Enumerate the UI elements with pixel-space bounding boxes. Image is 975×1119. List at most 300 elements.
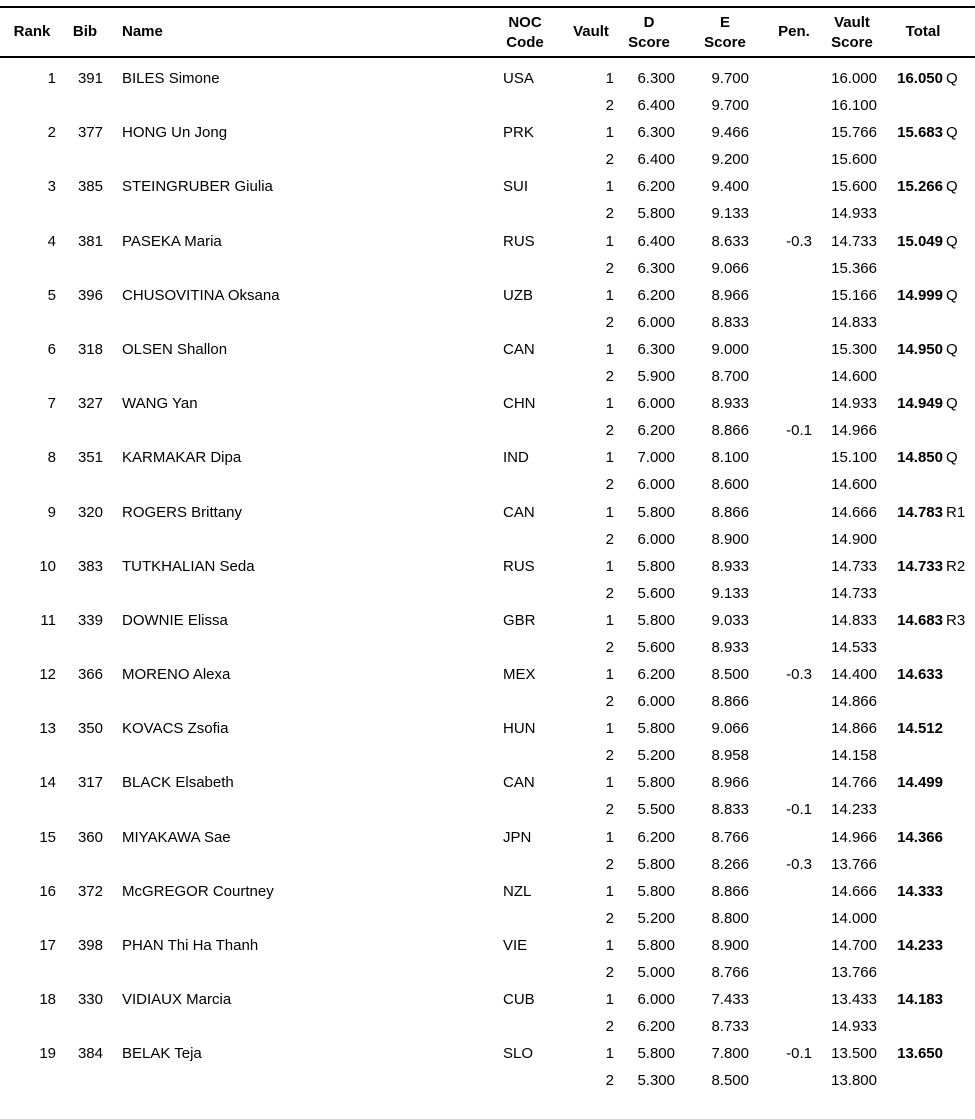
e-score: 8.833	[711, 313, 749, 331]
vault-score: 14.533	[831, 638, 877, 656]
table-row	[0, 119, 975, 173]
vault-number: 2	[605, 205, 614, 223]
vault-number: 2	[605, 422, 614, 440]
total-score: 14.783	[897, 503, 943, 521]
d-score: 5.300	[637, 1072, 675, 1090]
vault-number: 2	[605, 476, 614, 494]
vault-number: 1	[605, 503, 614, 521]
bib: 327	[77, 395, 103, 413]
noc-code: IND	[503, 449, 529, 467]
vault-score: 14.933	[831, 395, 877, 413]
table-row	[0, 65, 975, 119]
bib: 391	[77, 70, 103, 87]
bib: 385	[77, 178, 103, 196]
d-score: 6.200	[637, 286, 675, 304]
vault-number: 1	[605, 828, 614, 846]
e-score: 8.866	[711, 693, 749, 711]
vault-score: 14.400	[831, 666, 877, 684]
d-score: 5.800	[637, 937, 675, 954]
penalty: -0.3	[786, 666, 812, 684]
qualification-mark: Q	[946, 286, 958, 304]
athlete-name: ROGERS Brittany	[122, 503, 243, 521]
d-score: 6.000	[637, 395, 675, 413]
table-row	[0, 499, 975, 553]
total-score: 15.266	[897, 178, 943, 196]
header-rank: Rank	[13, 23, 51, 40]
rank: 3	[47, 178, 56, 196]
bib: 381	[77, 232, 103, 250]
e-score: 8.800	[711, 909, 749, 927]
vault-number: 1	[605, 340, 614, 358]
e-score: 7.800	[711, 1045, 749, 1063]
total-score: 15.683	[897, 124, 943, 142]
d-score: 5.800	[637, 720, 675, 738]
vault-score: 14.966	[831, 422, 877, 440]
e-score: 8.933	[711, 395, 749, 413]
noc-code: CAN	[503, 774, 535, 792]
d-score: 6.000	[637, 530, 675, 548]
table-row	[0, 661, 975, 715]
vault-score: 16.100	[831, 97, 877, 114]
vault-score: 14.733	[831, 557, 877, 575]
penalty: -0.1	[786, 422, 812, 440]
vault-number: 1	[605, 70, 614, 87]
vault-1-line	[0, 932, 975, 959]
total-score: 14.366	[897, 828, 943, 846]
noc-code: HUN	[503, 720, 536, 738]
total-score: 14.683	[897, 611, 943, 629]
vault-2-line	[0, 417, 975, 444]
athlete-name: DOWNIE Elissa	[122, 611, 228, 629]
d-score: 5.800	[637, 557, 675, 575]
vault-number: 2	[605, 747, 614, 765]
vault-number: 1	[605, 991, 614, 1009]
total-score: 14.850	[897, 449, 943, 467]
vault-2-line	[0, 363, 975, 390]
rank: 7	[47, 395, 56, 413]
rank: 16	[39, 882, 56, 900]
vault-score: 14.766	[831, 774, 877, 792]
vault-number: 2	[605, 1072, 614, 1090]
vault-number: 1	[605, 178, 614, 196]
e-score: 9.466	[711, 124, 749, 142]
bib: 351	[77, 449, 103, 467]
table-row	[0, 390, 975, 444]
bib: 350	[77, 720, 103, 738]
table-row	[0, 932, 975, 986]
qualification-mark: Q	[946, 178, 958, 196]
e-score: 8.866	[711, 503, 749, 521]
rank: 14	[39, 774, 56, 792]
e-score: 8.600	[711, 476, 749, 494]
noc-code: SLO	[503, 1045, 534, 1063]
rank: 11	[40, 611, 56, 629]
noc-code: RUS	[503, 557, 535, 575]
e-score: 8.933	[711, 557, 749, 575]
bib: 384	[77, 1045, 103, 1063]
vault-score: 14.666	[831, 882, 877, 900]
vault-score: 15.100	[831, 449, 877, 467]
athlete-name: OLSEN Shallon	[122, 340, 228, 358]
rank: 2	[47, 124, 56, 142]
vault-2-line	[0, 309, 975, 336]
penalty: -0.3	[786, 232, 812, 250]
vault-number: 2	[605, 964, 614, 981]
vault-score: 15.600	[831, 151, 877, 169]
vault-1-line	[0, 1040, 975, 1067]
athlete-name: STEINGRUBER Giulia	[122, 178, 273, 196]
athlete-name: BILES Simone	[122, 70, 220, 87]
vault-1-line	[0, 607, 975, 634]
vault-2-line	[0, 146, 975, 173]
rank: 5	[47, 286, 56, 304]
d-score: 6.000	[637, 991, 675, 1009]
total-score: 14.512	[897, 720, 943, 738]
vault-2-line	[0, 634, 975, 661]
e-score: 8.500	[711, 666, 749, 684]
vault-number: 2	[605, 909, 614, 927]
noc-code: RUS	[503, 232, 535, 250]
rank: 15	[39, 828, 56, 846]
qualification-mark: R3	[946, 611, 966, 629]
e-score: 9.033	[711, 611, 749, 629]
noc-code: SUI	[503, 178, 529, 196]
e-score: 9.200	[711, 151, 749, 169]
rank: 19	[39, 1045, 56, 1063]
noc-code: NZL	[503, 882, 532, 900]
d-score: 5.800	[637, 503, 675, 521]
vault-1-line	[0, 444, 975, 471]
rank: 10	[39, 557, 56, 575]
qualification-mark: Q	[946, 340, 958, 358]
table-row	[0, 1040, 975, 1094]
vault-number: 2	[605, 584, 614, 602]
vault-score: 13.500	[831, 1045, 877, 1063]
e-score: 8.958	[711, 747, 749, 765]
e-score: 8.966	[711, 774, 749, 792]
noc-code: CAN	[503, 503, 535, 521]
total-score: 14.633	[897, 666, 943, 684]
athlete-name: TUTKHALIAN Seda	[122, 557, 255, 575]
vault-score: 14.158	[831, 747, 877, 765]
d-score: 5.900	[637, 367, 675, 385]
bib: 318	[77, 340, 103, 358]
qualification-mark: Q	[946, 395, 958, 413]
noc-code: MEX	[503, 666, 536, 684]
e-score: 8.966	[711, 286, 749, 304]
e-score: 8.766	[711, 964, 749, 981]
vault-1-line	[0, 824, 975, 851]
vault-1-line	[0, 65, 975, 92]
e-score: 8.700	[711, 367, 749, 385]
bib: 366	[77, 666, 103, 684]
qualification-mark: R2	[946, 557, 966, 575]
athlete-name: CHUSOVITINA Oksana	[122, 286, 280, 304]
vault-score: 14.233	[831, 801, 877, 819]
bib: 339	[77, 611, 103, 629]
vault-number: 1	[605, 286, 614, 304]
noc-code: CAN	[503, 340, 535, 358]
e-score: 8.900	[711, 937, 749, 954]
vault-score: 15.300	[831, 340, 877, 358]
e-score: 7.433	[711, 991, 749, 1009]
vault-number: 1	[605, 882, 614, 900]
table-header	[0, 6, 975, 58]
e-score: 8.633	[711, 232, 749, 250]
e-score: 8.100	[711, 449, 749, 467]
d-score: 6.200	[637, 828, 675, 846]
total-score: 13.650	[897, 1045, 943, 1063]
rank: 17	[39, 937, 56, 954]
penalty: -0.1	[786, 801, 812, 819]
d-score: 5.500	[637, 801, 675, 819]
athlete-name: VIDIAUX Marcia	[122, 991, 232, 1009]
vault-number: 1	[605, 611, 614, 629]
header-vault: Vault	[573, 23, 609, 40]
rank: 18	[39, 991, 56, 1009]
bib: 317	[77, 774, 103, 792]
vault-1-line	[0, 769, 975, 796]
bib: 377	[77, 124, 103, 142]
vault-number: 1	[605, 395, 614, 413]
vault-2-line	[0, 526, 975, 553]
vault-1-line	[0, 390, 975, 417]
d-score: 5.200	[637, 909, 675, 927]
vault-number: 2	[605, 97, 614, 114]
d-score: 5.200	[637, 747, 675, 765]
noc-code: JPN	[503, 828, 532, 846]
vault-score: 14.000	[831, 909, 877, 927]
table-row	[0, 444, 975, 498]
table-row	[0, 336, 975, 390]
vault-score: 16.000	[831, 70, 877, 87]
vault-2-line	[0, 255, 975, 282]
vault-2-line	[0, 796, 975, 823]
rank: 1	[47, 70, 56, 87]
e-score: 9.400	[711, 178, 749, 196]
total-score: 15.049	[897, 232, 943, 250]
athlete-name: BELAK Teja	[122, 1045, 202, 1063]
qualification-mark: Q	[946, 449, 958, 467]
noc-code: GBR	[503, 611, 536, 629]
e-score: 8.266	[711, 855, 749, 873]
total-score: 14.733	[897, 557, 943, 575]
bib: 398	[77, 937, 103, 954]
vault-score: 15.366	[831, 259, 877, 277]
d-score: 5.800	[637, 611, 675, 629]
d-score: 6.300	[637, 259, 675, 277]
vault-score: 13.766	[831, 964, 877, 981]
vault-score: 14.833	[831, 611, 877, 629]
rank: 12	[39, 666, 56, 684]
d-score: 6.000	[637, 476, 675, 494]
vault-score: 14.700	[831, 937, 877, 954]
d-score: 6.400	[637, 97, 675, 114]
header-name: Name	[122, 23, 163, 40]
athlete-name: MORENO Alexa	[122, 666, 231, 684]
vault-number: 2	[605, 638, 614, 656]
vault-1-line	[0, 282, 975, 309]
table-row	[0, 228, 975, 282]
vault-score: 14.833	[831, 313, 877, 331]
table-row	[0, 986, 975, 1040]
athlete-name: WANG Yan	[122, 395, 198, 413]
vault-2-line	[0, 580, 975, 607]
rank: 13	[39, 720, 56, 738]
e-score: 9.000	[711, 340, 749, 358]
bib: 372	[77, 882, 103, 900]
bib: 383	[77, 557, 103, 575]
table-row	[0, 282, 975, 336]
vault-score: 14.866	[831, 720, 877, 738]
d-score: 5.800	[637, 1045, 675, 1063]
vault-score: 14.966	[831, 828, 877, 846]
qualification-mark: R1	[946, 503, 966, 521]
vault-score: 14.933	[831, 1018, 877, 1036]
e-score: 9.133	[711, 584, 749, 602]
vault-number: 1	[605, 232, 614, 250]
vault-score: 14.933	[831, 205, 877, 223]
vault-number: 2	[605, 530, 614, 548]
vault-1-line	[0, 499, 975, 526]
vault-score: 13.433	[831, 991, 877, 1009]
vault-score: 14.666	[831, 503, 877, 521]
athlete-name: BLACK Elsabeth	[122, 774, 234, 792]
vault-score: 14.600	[831, 476, 877, 494]
vault-2-line	[0, 1013, 975, 1040]
vault-2-line	[0, 688, 975, 715]
d-score: 5.800	[637, 855, 675, 873]
d-score: 6.200	[637, 666, 675, 684]
e-score: 8.766	[711, 828, 749, 846]
vault-2-line	[0, 92, 975, 119]
e-score: 9.133	[711, 205, 749, 223]
vault-score: 14.733	[831, 584, 877, 602]
d-score: 5.600	[637, 638, 675, 656]
athlete-name: HONG Un Jong	[122, 124, 228, 142]
vault-1-line	[0, 173, 975, 200]
vault-number: 2	[605, 151, 614, 169]
d-score: 7.000	[637, 449, 675, 467]
vault-1-line	[0, 553, 975, 580]
e-score: 9.700	[711, 70, 749, 87]
vault-number: 2	[605, 367, 614, 385]
vault-1-line	[0, 228, 975, 255]
table-row	[0, 715, 975, 769]
vault-score: 14.600	[831, 367, 877, 385]
table-row	[0, 769, 975, 823]
d-score: 6.200	[637, 422, 675, 440]
vault-number: 1	[605, 449, 614, 467]
vault-score: 15.600	[831, 178, 877, 196]
vault-2-line	[0, 742, 975, 769]
vault-1-line	[0, 119, 975, 146]
vault-2-line	[0, 959, 975, 986]
d-score: 6.300	[637, 70, 675, 87]
e-score: 8.900	[711, 530, 749, 548]
d-score: 5.800	[637, 205, 675, 223]
d-score: 6.300	[637, 340, 675, 358]
athlete-name: KARMAKAR Dipa	[122, 449, 242, 467]
qualification-mark: Q	[946, 70, 958, 87]
vault-score: 14.900	[831, 530, 877, 548]
athlete-name: MIYAKAWA Sae	[122, 828, 231, 846]
vault-number: 1	[605, 937, 614, 954]
e-score: 8.833	[711, 801, 749, 819]
bib: 330	[77, 991, 103, 1009]
d-score: 6.200	[637, 1018, 675, 1036]
e-score: 8.866	[711, 422, 749, 440]
header-vault-score: Vault Score	[831, 14, 873, 51]
athlete-name: McGREGOR Courtney	[122, 882, 274, 900]
e-score: 9.066	[711, 720, 749, 738]
header-penalty: Pen.	[778, 23, 810, 40]
table-row	[0, 607, 975, 661]
athlete-name: PASEKA Maria	[122, 232, 222, 250]
vault-score: 13.766	[831, 855, 877, 873]
vault-score: 14.866	[831, 693, 877, 711]
vault-1-line	[0, 336, 975, 363]
e-score: 9.066	[711, 259, 749, 277]
noc-code: VIE	[503, 937, 528, 954]
vault-score: 15.766	[831, 124, 877, 142]
athlete-name: KOVACS Zsofia	[122, 720, 229, 738]
vault-score: 15.166	[831, 286, 877, 304]
vault-number: 1	[605, 720, 614, 738]
total-score: 14.949	[897, 395, 943, 413]
vault-number: 1	[605, 557, 614, 575]
vault-number: 1	[605, 774, 614, 792]
rank: 6	[47, 340, 56, 358]
vault-number: 1	[605, 124, 614, 142]
vault-2-line	[0, 200, 975, 227]
d-score: 5.800	[637, 882, 675, 900]
rank: 4	[47, 232, 56, 250]
vault-2-line	[0, 471, 975, 498]
penalty: -0.1	[786, 1045, 812, 1063]
d-score: 5.600	[637, 584, 675, 602]
vault-number: 1	[605, 1045, 614, 1063]
header-e-score: E Score	[704, 14, 746, 51]
rank: 8	[47, 449, 56, 467]
table-row	[0, 553, 975, 607]
d-score: 6.400	[637, 232, 675, 250]
header-total: Total	[905, 23, 941, 40]
total-score: 14.183	[897, 991, 943, 1009]
total-score: 14.999	[897, 286, 943, 304]
vault-number: 2	[605, 313, 614, 331]
noc-code: PRK	[503, 124, 534, 142]
noc-code: USA	[503, 70, 534, 87]
rank: 9	[47, 503, 56, 521]
vault-score: 14.733	[831, 232, 877, 250]
table-row	[0, 824, 975, 878]
d-score: 5.000	[637, 964, 675, 981]
d-score: 5.800	[637, 774, 675, 792]
athlete-name: PHAN Thi Ha Thanh	[122, 937, 259, 954]
noc-code: UZB	[503, 286, 533, 304]
d-score: 6.000	[637, 693, 675, 711]
e-score: 8.933	[711, 638, 749, 656]
noc-code: CHN	[503, 395, 536, 413]
e-score: 9.700	[711, 97, 749, 114]
header-bib: Bib	[72, 23, 98, 40]
d-score: 6.400	[637, 151, 675, 169]
vault-1-line	[0, 878, 975, 905]
vault-score: 13.800	[831, 1072, 877, 1090]
qualification-mark: Q	[946, 124, 958, 142]
table-row	[0, 878, 975, 932]
